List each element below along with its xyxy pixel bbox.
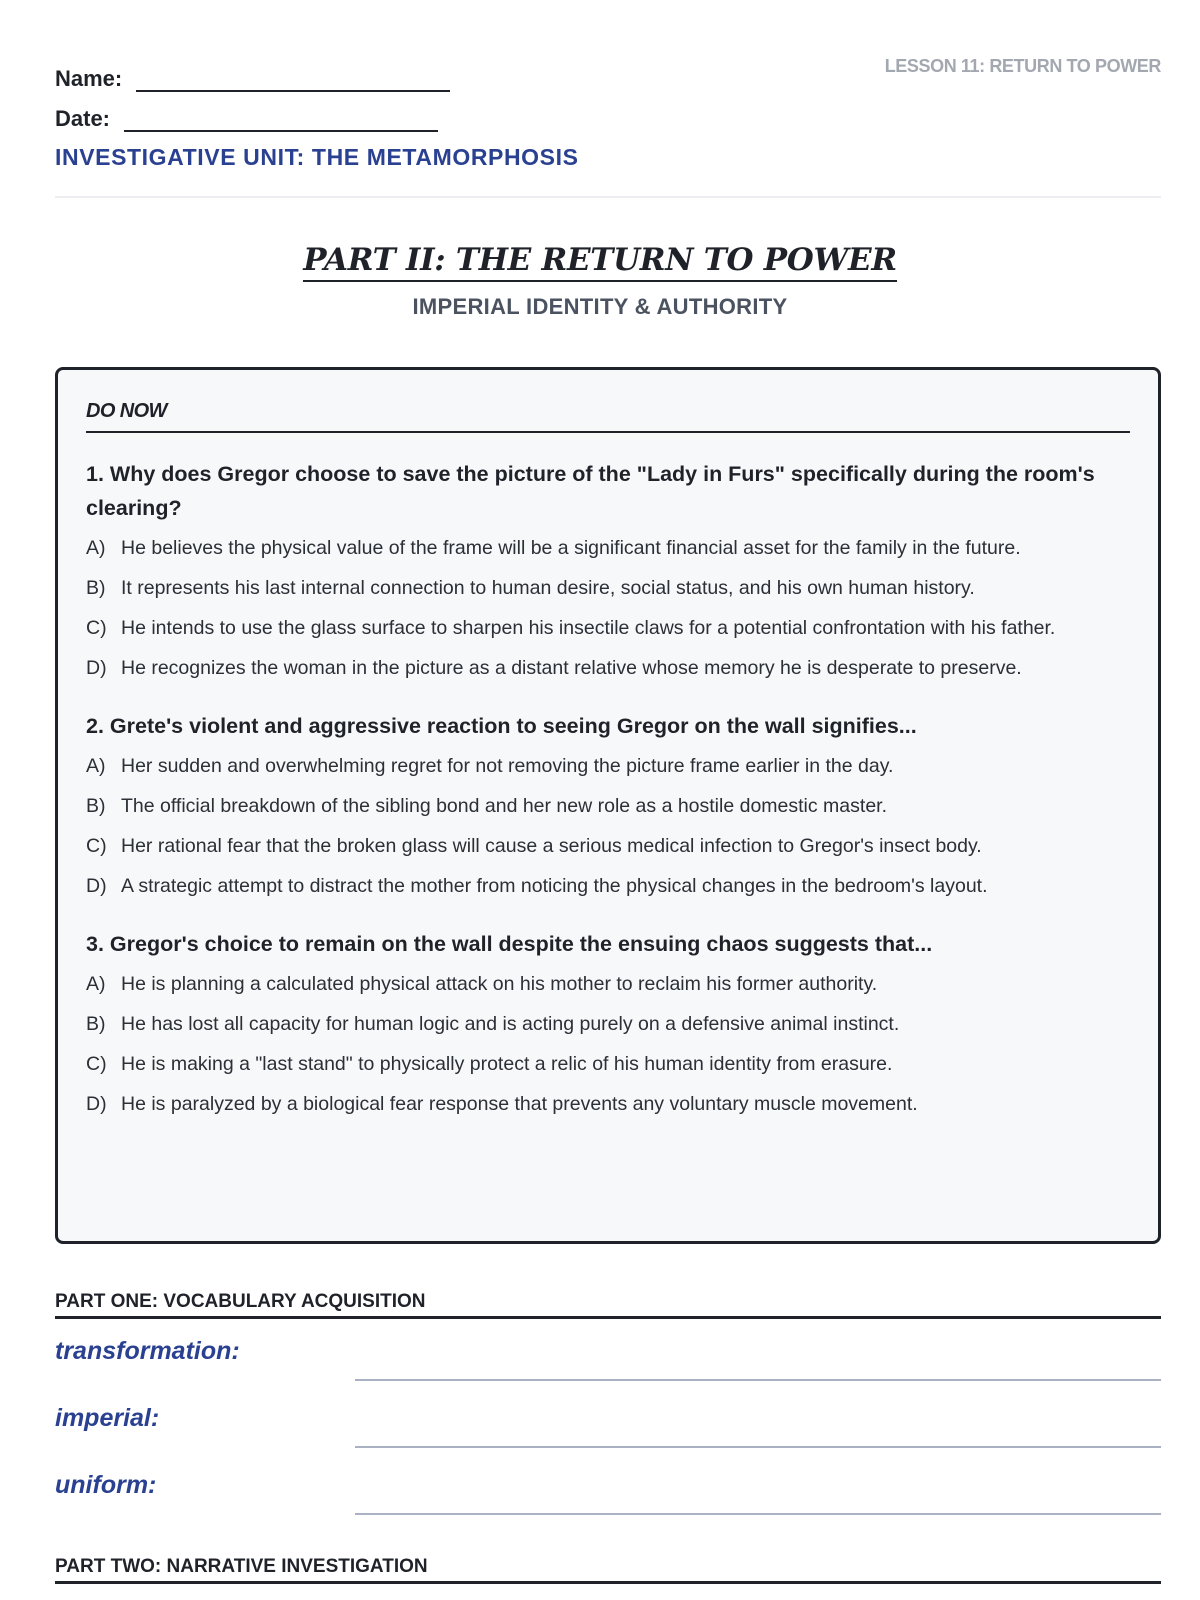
answer-option[interactable] (86, 651, 1130, 685)
question-block (86, 709, 1130, 903)
option-text: The official breakdown of the sibling bond and her new role as a hostile domestic master. (121, 795, 887, 817)
question-text: 3. Gregor's choice to remain on the wall despite the ensuing chaos suggests that... (86, 932, 933, 956)
do-now-heading: DO NOW (86, 400, 1130, 433)
unit-title: INVESTIGATIVE UNIT: THE METAMORPHOSIS (55, 144, 579, 170)
option-letter: C) (86, 835, 107, 857)
option-text: He recognizes the woman in the picture as a distant relative whose memory he is desperate to preserve. (121, 657, 1022, 679)
option-text: Her sudden and overwhelming regret for not removing the picture frame earlier in the day. (121, 755, 894, 777)
option-text: It represents his last internal connection to human desire, social status, and his own human history. (121, 577, 975, 599)
page-subtitle: IMPERIAL IDENTITY & AUTHORITY (412, 294, 788, 319)
option-text: A strategic attempt to distract the mother from noticing the physical changes in the bedroom's layout. (121, 875, 988, 897)
name-label: Name: (55, 66, 123, 91)
answer-option[interactable] (86, 1087, 1130, 1121)
option-text: Her rational fear that the broken glass will cause a serious medical infection to Gregor's insect body. (121, 835, 982, 857)
option-list (86, 967, 1130, 1121)
vocab-row (55, 1467, 1161, 1515)
vocab-term: imperial: (55, 1404, 160, 1432)
answer-option[interactable] (86, 967, 1130, 1001)
answer-option[interactable] (86, 869, 1130, 903)
option-letter: D) (86, 1093, 107, 1115)
vocab-answer-line[interactable] (355, 1379, 1161, 1381)
question-block (86, 927, 1130, 1121)
option-letter: B) (86, 1013, 106, 1035)
vocab-answer-line[interactable] (355, 1446, 1161, 1448)
vocab-term: transformation: (55, 1337, 240, 1365)
answer-option[interactable] (86, 789, 1130, 823)
answer-option[interactable] (86, 1047, 1130, 1081)
page-title: PART II: THE RETURN TO POWER (303, 242, 897, 282)
header-divider (55, 196, 1161, 198)
date-label: Date: (55, 106, 111, 131)
option-text: He is planning a calculated physical attack on his mother to reclaim his former authority. (121, 973, 878, 995)
answer-option[interactable] (86, 571, 1130, 605)
option-letter: A) (86, 755, 106, 777)
do-now-box (55, 367, 1161, 1244)
title-block (0, 242, 1200, 320)
option-text: He has lost all capacity for human logic and is acting purely on a defensive animal instinct. (121, 1013, 900, 1035)
option-text: He is making a "last stand" to physically protect a relic of his human identity from erasure. (121, 1053, 893, 1075)
vocab-row (55, 1333, 1161, 1381)
answer-option[interactable] (86, 1007, 1130, 1041)
option-letter: B) (86, 577, 106, 599)
option-letter: A) (86, 973, 106, 995)
part-two-heading: PART TWO: NARRATIVE INVESTIGATION (55, 1556, 1161, 1584)
name-blank[interactable] (136, 64, 450, 92)
worksheet-header (55, 52, 1161, 171)
date-blank[interactable] (124, 104, 438, 132)
option-letter: D) (86, 657, 107, 679)
vocab-term: uniform: (55, 1471, 157, 1499)
option-text: He believes the physical value of the frame will be a significant financial asset for the family in the future. (121, 537, 1021, 559)
option-letter: C) (86, 617, 107, 639)
answer-option[interactable] (86, 531, 1130, 565)
option-letter: B) (86, 795, 106, 817)
question-text: 2. Grete's violent and aggressive reaction to seeing Gregor on the wall signifies... (86, 714, 917, 738)
option-text: He intends to use the glass surface to sharpen his insectile claws for a potential confrontation with his father. (121, 617, 1056, 639)
option-letter: A) (86, 537, 106, 559)
vocab-answer-line[interactable] (355, 1513, 1161, 1515)
part-one-heading: PART ONE: VOCABULARY ACQUISITION (55, 1291, 1161, 1319)
answer-option[interactable] (86, 611, 1130, 645)
answer-option[interactable] (86, 749, 1130, 783)
question-block (86, 457, 1130, 685)
vocab-row (55, 1400, 1161, 1448)
date-field-row (55, 92, 1161, 132)
answer-option[interactable] (86, 829, 1130, 863)
option-list (86, 749, 1130, 903)
option-letter: C) (86, 1053, 107, 1075)
option-text: He is paralyzed by a biological fear response that prevents any voluntary muscle movement. (121, 1093, 918, 1115)
question-text: 1. Why does Gregor choose to save the picture of the "Lady in Furs" specifically during the room's clearing? (86, 462, 1095, 520)
lesson-tag: LESSON 11: RETURN TO POWER (884, 56, 1161, 76)
option-list (86, 531, 1130, 685)
option-letter: D) (86, 875, 107, 897)
